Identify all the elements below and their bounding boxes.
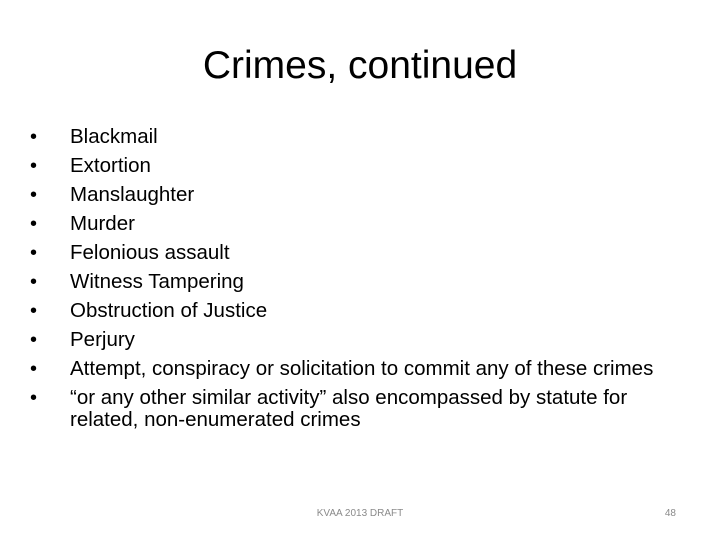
list-item-text: Felonious assault: [70, 241, 230, 264]
list-item: [30, 126, 690, 148]
bullet-icon: •: [30, 242, 38, 264]
bullet-icon: •: [30, 155, 38, 177]
bullet-icon: •: [30, 358, 38, 380]
bullet-icon: •: [30, 329, 38, 351]
bullet-icon: •: [30, 126, 38, 148]
bullet-icon: •: [30, 184, 38, 206]
list-item: [30, 155, 690, 177]
list-item-text: Attempt, conspiracy or solicitation to commit any of these crimes: [70, 357, 654, 380]
bullet-icon: •: [30, 271, 38, 293]
list-item: [30, 242, 690, 264]
list-item-text: Obstruction of Justice: [70, 299, 268, 322]
bullet-icon: •: [30, 387, 38, 409]
page-number: 48: [664, 508, 676, 519]
footer-label: KVAA 2013 DRAFT: [316, 508, 404, 519]
slide-title: Crimes, continued: [202, 44, 518, 87]
list-item-text: Witness Tampering: [70, 270, 244, 293]
list-item: [30, 329, 690, 351]
list-item-text: Extortion: [70, 154, 151, 177]
list-item-text: Blackmail: [70, 125, 158, 148]
list-item: [30, 358, 690, 380]
list-item-text: Manslaughter: [70, 183, 195, 206]
list-item-text: Murder: [70, 212, 135, 235]
bullet-icon: •: [30, 300, 38, 322]
list-item-text: Perjury: [70, 328, 135, 351]
list-item-text: “or any other similar activity” also encompassed by statute for related, non-enumerated crimes: [70, 386, 628, 431]
list-item: [30, 271, 690, 293]
list-item: [30, 213, 690, 235]
list-item: [30, 184, 690, 206]
list-item: [30, 300, 690, 322]
bullet-icon: •: [30, 213, 38, 235]
list-item: [30, 387, 690, 431]
bullet-list: [30, 126, 690, 438]
